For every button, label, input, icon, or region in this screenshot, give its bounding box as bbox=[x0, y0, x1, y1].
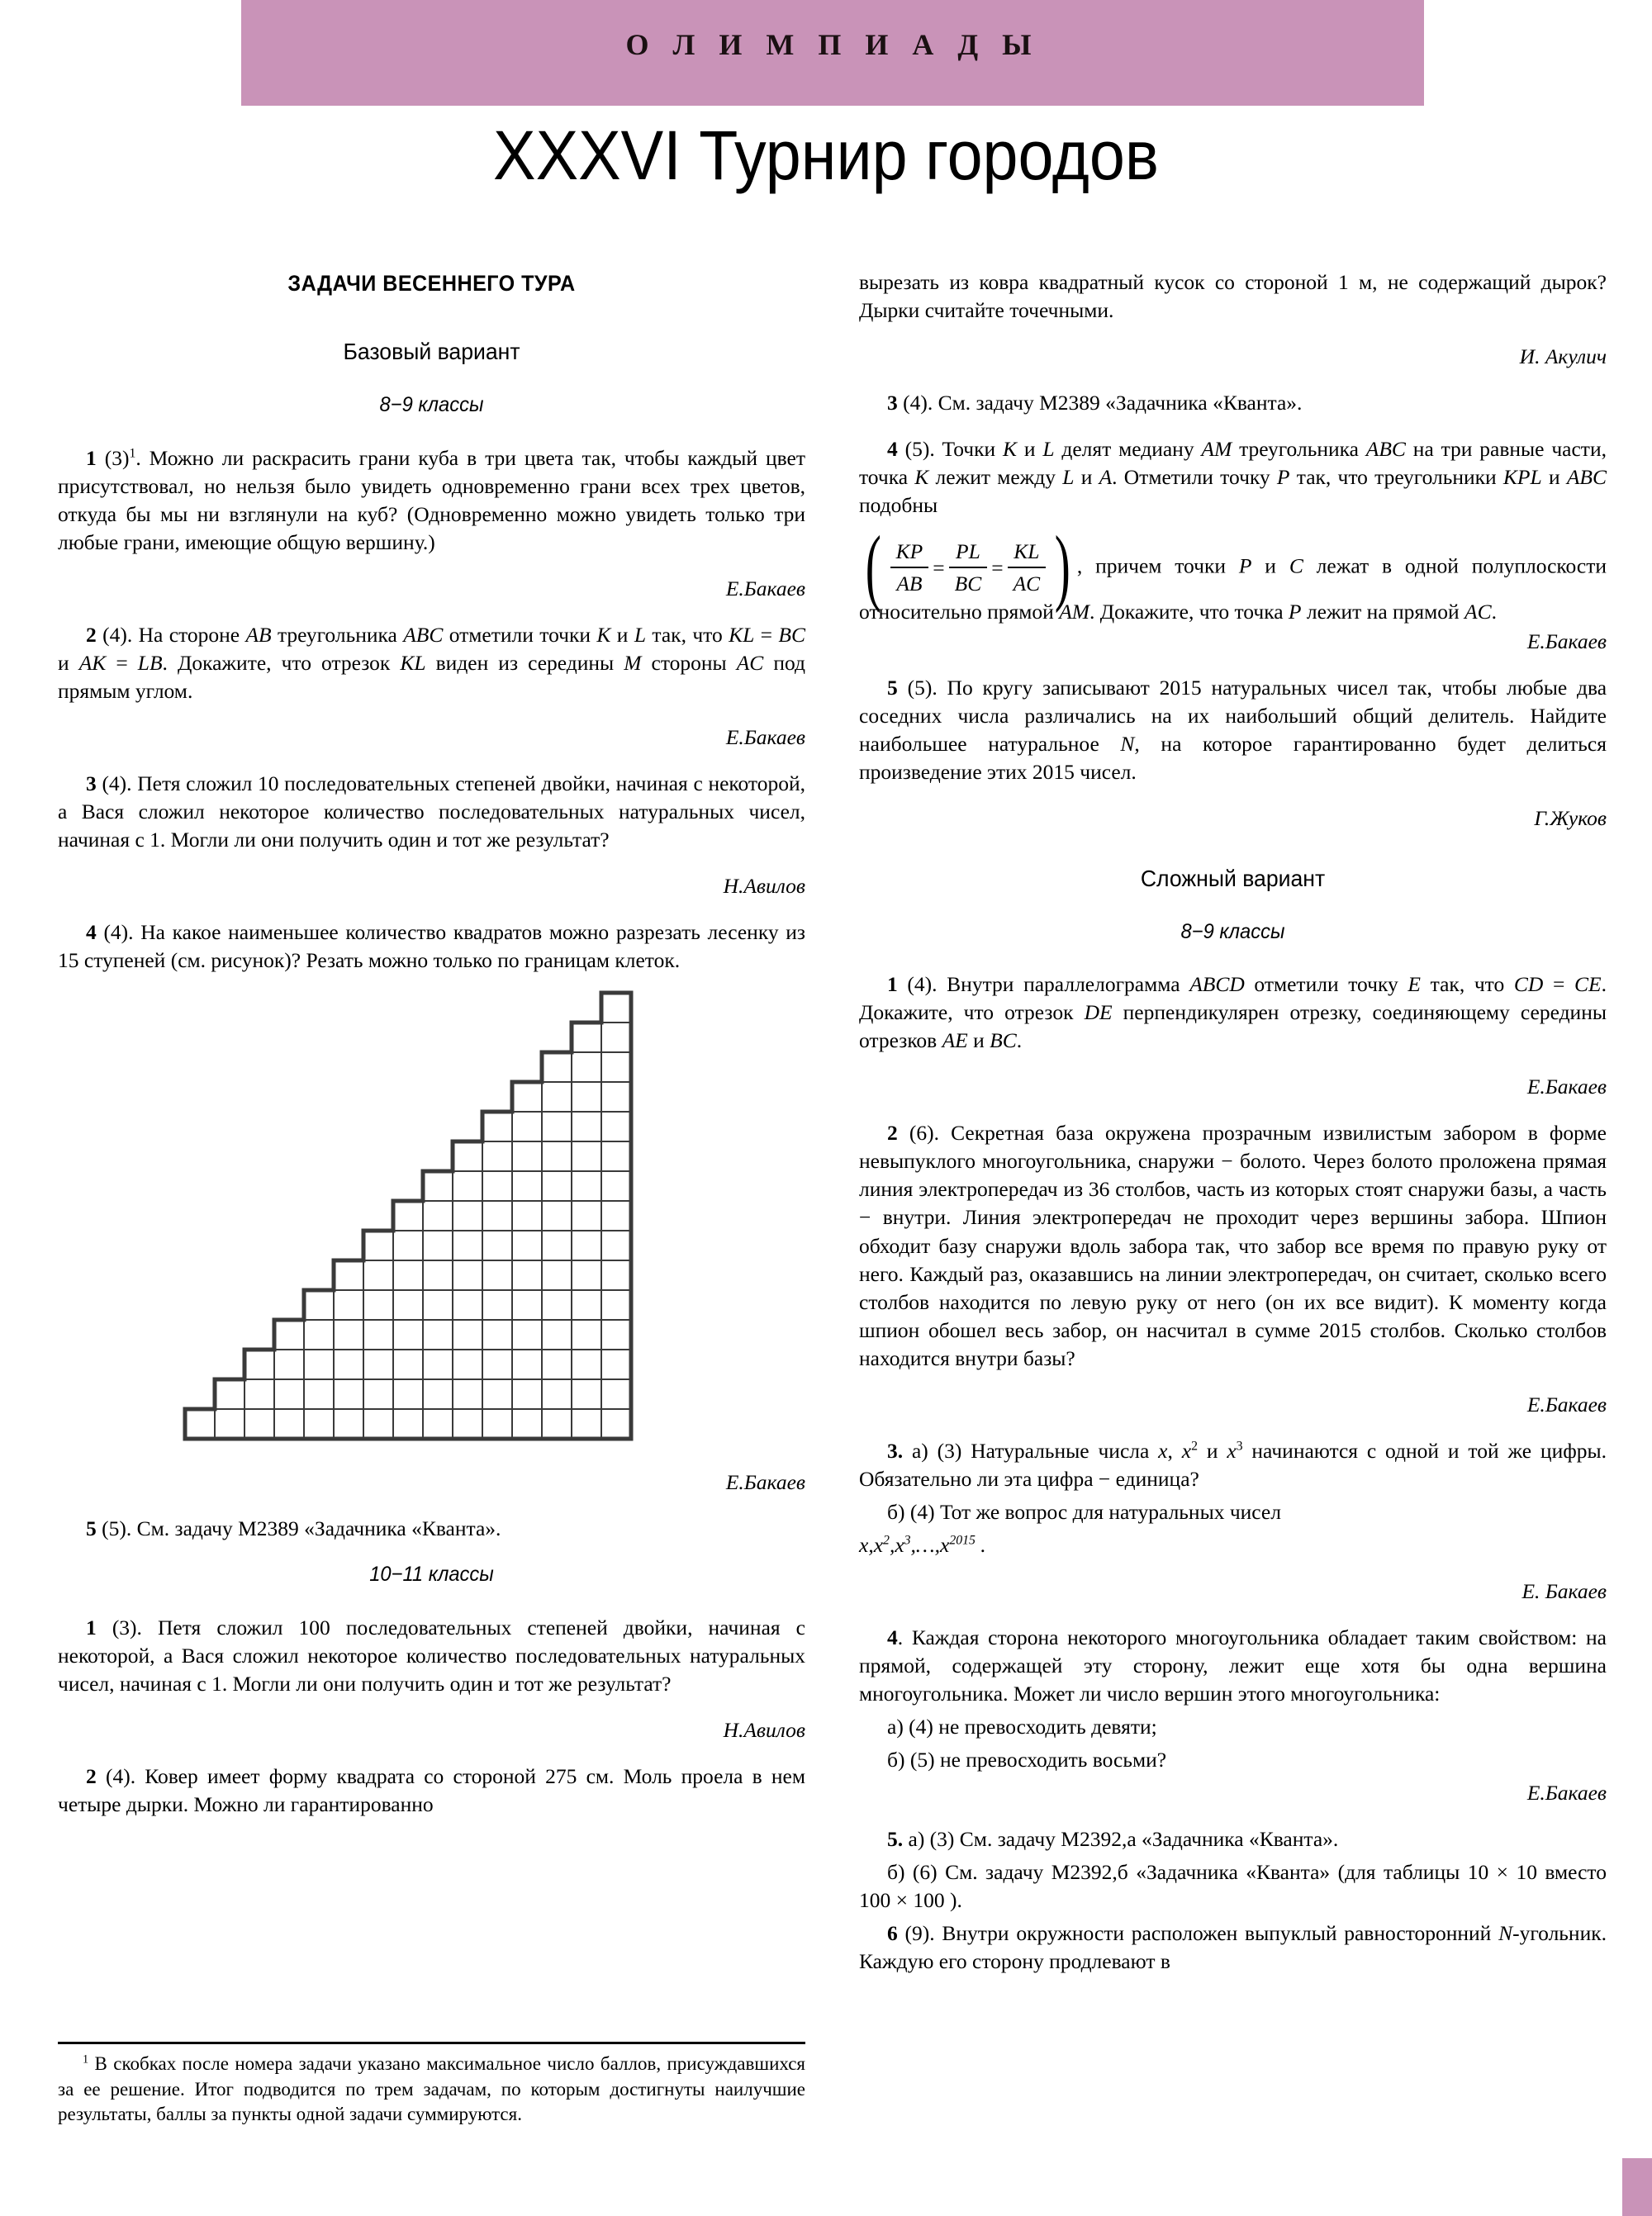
math-var: CE bbox=[1574, 972, 1602, 997]
t: и bbox=[1197, 1438, 1227, 1463]
t: треугольника bbox=[1232, 437, 1366, 462]
math-var: ABC bbox=[403, 622, 444, 647]
t: -угольник. Каждую его сторону продлевают в bbox=[859, 1921, 1607, 1974]
t: . Внутри окружности расположен выпуклый равносторонний bbox=[929, 1921, 1499, 1946]
problem-5 bbox=[58, 1515, 805, 1543]
t: . Внутри параллелограмма bbox=[932, 972, 1190, 997]
subpart-label: а) bbox=[911, 1438, 928, 1463]
adv-problem-6 bbox=[859, 1919, 1607, 1976]
similarity-ratio-formula bbox=[859, 518, 1607, 626]
problem-points: (4) bbox=[103, 920, 129, 945]
problem-body: . См. задачу М2389 «Задачника «Кванта». bbox=[927, 391, 1303, 415]
math-var: AC bbox=[736, 650, 764, 675]
problem-points: (5) bbox=[102, 1516, 126, 1541]
problem-number: 5. bbox=[887, 1827, 904, 1852]
t: ). bbox=[944, 1888, 962, 1913]
t: и bbox=[1251, 553, 1289, 578]
t: вместо bbox=[1536, 1860, 1607, 1885]
math-var: AK bbox=[78, 650, 107, 675]
staircase-figure bbox=[182, 989, 634, 1442]
fraction-kl-ac bbox=[1008, 538, 1047, 598]
t: стороны bbox=[641, 650, 737, 675]
page-corner-tab bbox=[1622, 2158, 1652, 2216]
math-var: AM bbox=[1201, 437, 1232, 462]
t: = bbox=[1543, 972, 1575, 997]
problem-4-senior bbox=[859, 435, 1607, 520]
problem-2-senior-continued bbox=[859, 268, 1607, 325]
t: лежит между bbox=[928, 465, 1063, 490]
problem-number: 2 bbox=[86, 1763, 97, 1788]
problem-body: . На какое наименьшее количество квадратов можно разрезать лесенку из 15 ступеней (см. рисунок)? Резать можно только по границам клеток. bbox=[58, 920, 805, 973]
math-var: x bbox=[1227, 1438, 1237, 1463]
t: делят медиану bbox=[1054, 437, 1202, 462]
problem-points: (4) bbox=[903, 391, 928, 415]
math-var: L bbox=[1062, 465, 1075, 490]
math-var: N bbox=[1120, 732, 1135, 757]
t: . По кругу записывают 2015 натуральных чисел так, чтобы любые два соседних числа различались на их наибольший общий делитель. Найдите наибольшее натуральное bbox=[859, 676, 1607, 757]
t: Тот же вопрос для натуральных чисел bbox=[934, 1499, 1281, 1524]
problem-body: . Петя сложил 100 последовательных степеней двойки, начиная с некоторой, а Вася сложил некоторое количество последовательных натуральных чисел, начиная с 1. Могли ли они получить один и тот же результат? bbox=[58, 1615, 805, 1696]
t: под прямым углом. bbox=[58, 650, 805, 703]
t: и bbox=[1541, 465, 1567, 490]
adv-problem-5b bbox=[859, 1858, 1607, 1915]
problem-5-senior bbox=[859, 674, 1607, 786]
t: и bbox=[1017, 437, 1043, 462]
problem-1-senior bbox=[58, 1614, 805, 1698]
problem-number: 1 bbox=[86, 1615, 97, 1639]
problem-body: . Можно ли раскрасить грани куба в три цвета так, чтобы каждый цвет присутствовал, но нельзя было увидеть одновременно грани всех трех цветов, откуда бы мы ни взглянули на куб? (Одновременно можно увидеть только три любые грани, имеющие общую вершину.) bbox=[58, 445, 805, 554]
math-var: x bbox=[859, 1532, 869, 1557]
fraction-kp-ab bbox=[890, 538, 929, 598]
problem-number: 4 bbox=[887, 437, 898, 462]
t: . Отметили точку bbox=[1112, 465, 1277, 490]
math-var: P bbox=[1238, 553, 1252, 578]
t: , bbox=[1167, 1438, 1182, 1463]
math-var: LB bbox=[137, 650, 163, 675]
problem-number: 3 bbox=[86, 771, 97, 796]
t: начинаются с одной и той же цифры. Обязательно ли эта цифра − единица? bbox=[859, 1438, 1607, 1491]
math-var: AC bbox=[1464, 600, 1492, 624]
subpart-label: б) bbox=[887, 1499, 905, 1524]
denominator: BC bbox=[949, 567, 988, 598]
t: виден из середины bbox=[425, 650, 624, 675]
problem-number: 2 bbox=[86, 622, 97, 647]
fraction-chain bbox=[888, 538, 1049, 598]
grades-heading-8-9: 8−9 классы bbox=[379, 393, 484, 417]
adv-problem-3-sequence: $x,x^2,x^3,\dots,x^{2015}$ . bbox=[859, 1532, 986, 1557]
problem-number: 5 bbox=[86, 1516, 97, 1541]
problem-2 bbox=[58, 621, 805, 705]
left-paren: ( bbox=[865, 518, 881, 614]
t: . Докажите, что отрезок bbox=[859, 972, 1607, 1025]
footnote-ref: 1 bbox=[129, 446, 136, 461]
math-var: BC bbox=[990, 1028, 1017, 1053]
problem-number: 4 bbox=[887, 1625, 898, 1649]
math-var: AE bbox=[942, 1028, 968, 1053]
problem-number: 4 bbox=[86, 920, 97, 945]
problem-author: Н.Авилов bbox=[723, 874, 805, 899]
problem-author: Е.Бакаев bbox=[725, 576, 805, 600]
banner-label: О Л И М П И А Д Ы bbox=[625, 28, 1040, 61]
problem-body: . Каждая сторона некоторого многоугольника обладает таким свойством: на прямой, содержащей эту сторону, лежит еще хотя бы одна вершина многоугольника. Может ли число вершин этого многоугольника: bbox=[859, 1625, 1607, 1706]
adv-problem-4a: а) (4) не превосходить девяти; bbox=[887, 1714, 1157, 1739]
math-var: P bbox=[1276, 465, 1290, 490]
problem-author: Г.Жуков bbox=[1534, 806, 1607, 831]
fraction-pl-bc bbox=[949, 538, 988, 598]
problem-number: 3 bbox=[887, 391, 898, 415]
math-var: L bbox=[634, 622, 647, 647]
problem-author: Е.Бакаев bbox=[1526, 629, 1607, 654]
problem-1 bbox=[58, 444, 805, 557]
problem-body: . См. задачу М2389 «Задачника «Кванта». bbox=[126, 1516, 501, 1541]
problem-points: (4) bbox=[102, 622, 127, 647]
t: лежат в одной полуплоскости относительно прямой bbox=[859, 553, 1607, 624]
math-var: L bbox=[1042, 437, 1055, 462]
problem-number: 3. bbox=[887, 1438, 904, 1463]
math-var: C bbox=[1289, 553, 1303, 578]
problem-points: (6) bbox=[909, 1121, 934, 1146]
right-paren: ) bbox=[1054, 518, 1071, 614]
problem-4 bbox=[58, 918, 805, 975]
section-title: ЗАДАЧИ ВЕСЕННЕГО ТУРА bbox=[287, 271, 576, 296]
t: так, что bbox=[646, 622, 729, 647]
math-var: K bbox=[596, 622, 611, 647]
math-var: KL bbox=[400, 650, 426, 675]
right-column bbox=[859, 268, 1607, 1994]
left-column bbox=[58, 268, 805, 1837]
denominator: AB bbox=[890, 567, 929, 598]
math-var: BC bbox=[778, 622, 806, 647]
t: . Точки bbox=[929, 437, 1003, 462]
math-var: KL bbox=[729, 622, 755, 647]
problem-number: 1 bbox=[887, 972, 898, 997]
problem-3 bbox=[58, 770, 805, 854]
problem-author: Е.Бакаев bbox=[1526, 1075, 1607, 1099]
subpart-a: а) (3) См. задачу М2392,а «Задачника «Кванта». bbox=[908, 1827, 1339, 1852]
problem-2-senior bbox=[58, 1763, 805, 1819]
math-var: ABC bbox=[1566, 465, 1607, 490]
footnote-text: В скобках после номера задачи указано максимальное число баллов, присуждавшихся за ее решение. Итог подводится по трем задачам, по которым достигнуты наилучшие результаты, баллы за пункты одной задачи суммируются. bbox=[58, 2053, 806, 2125]
problem-points: (4) bbox=[907, 972, 933, 997]
exponent: 3 bbox=[1236, 1439, 1243, 1454]
t: и bbox=[1074, 465, 1099, 490]
grades-heading-10-11: 10−11 классы bbox=[369, 1563, 494, 1587]
problem-author: Е.Бакаев bbox=[725, 1470, 805, 1495]
math-var: K bbox=[1003, 437, 1018, 462]
math-var: K bbox=[914, 465, 929, 490]
math-var: A bbox=[1099, 465, 1113, 490]
math-var: x bbox=[1158, 1438, 1168, 1463]
numerator: KL bbox=[1014, 539, 1040, 564]
figure-container bbox=[58, 989, 805, 1465]
problem-author: Н.Авилов bbox=[723, 1717, 805, 1742]
math-var: AM bbox=[1059, 600, 1090, 624]
problem-author: Е.Бакаев bbox=[1526, 1392, 1607, 1416]
t: лежит на прямой bbox=[1301, 600, 1465, 624]
problem-points: (4) bbox=[909, 1499, 935, 1524]
problem-author: Е.Бакаев bbox=[725, 725, 805, 750]
t: треугольника bbox=[271, 622, 404, 647]
problem-author: И. Акулич bbox=[1519, 344, 1607, 369]
equals-sign: = bbox=[933, 555, 945, 580]
math-var: DE bbox=[1084, 1000, 1113, 1025]
problem-points: (4) bbox=[102, 771, 127, 796]
problem-points: (9) bbox=[904, 1921, 930, 1946]
t: . На стороне bbox=[126, 622, 246, 647]
t: , на которое гарантированно будет делиться произведение этих 2015 чисел. bbox=[859, 732, 1607, 785]
adv-problem-4b: б) (5) не превосходить восьми? bbox=[887, 1747, 1167, 1772]
math-var: M bbox=[624, 650, 642, 675]
t: Натуральные числа bbox=[961, 1438, 1159, 1463]
t: и bbox=[967, 1028, 990, 1053]
problem-number: 1 bbox=[86, 445, 97, 470]
adv-problem-3b bbox=[859, 1498, 1607, 1526]
t: так, что bbox=[1421, 972, 1514, 997]
equals-sign: = bbox=[991, 555, 1004, 580]
adv-problem-4 bbox=[859, 1624, 1607, 1708]
grades-heading-8-9-advanced: 8−9 классы bbox=[1180, 919, 1285, 943]
adv-problem-5 bbox=[859, 1825, 1607, 1853]
t: . bbox=[1016, 1028, 1023, 1053]
t: и bbox=[58, 650, 79, 675]
math-var: KPL bbox=[1502, 465, 1542, 490]
problem-points: (5) bbox=[904, 437, 930, 462]
variant-heading-advanced: Сложный вариант bbox=[1140, 865, 1326, 891]
numerator: PL bbox=[956, 539, 980, 564]
problem-points: (5) bbox=[907, 676, 933, 700]
math-var: ABCD bbox=[1189, 972, 1245, 997]
t: подобны bbox=[859, 493, 938, 518]
math-var: ABC bbox=[1365, 437, 1406, 462]
t: . Докажите, что отрезок bbox=[162, 650, 401, 675]
t: . Докажите, что точка bbox=[1089, 600, 1289, 624]
t: б) (6) См. задачу М2392,б «Задачника «Кванта» (для таблицы bbox=[887, 1860, 1468, 1885]
table-size-1: 10 × 10 bbox=[1467, 1860, 1537, 1885]
math-var: P bbox=[1288, 600, 1302, 624]
t: на три равные части, точка bbox=[859, 437, 1607, 490]
math-var: N bbox=[1498, 1921, 1513, 1946]
problem-points: (3) bbox=[104, 445, 130, 470]
page-title: XXXVI Турнир городов bbox=[493, 116, 1159, 194]
problem-number: 5 bbox=[887, 676, 898, 700]
math-var: CD bbox=[1513, 972, 1544, 997]
t: и bbox=[610, 622, 634, 647]
continued-body: вырезать из ковра квадратный кусок со стороной 1 м, не содержащий дырок? Дырки считайте точечными. bbox=[859, 270, 1607, 323]
math-var: AB bbox=[245, 622, 272, 647]
numerator: KP bbox=[895, 539, 923, 564]
table-size-2: 100 × 100 bbox=[859, 1888, 945, 1913]
t: перпендикулярен отрезку, соединяющему середины отрезков bbox=[859, 1000, 1607, 1053]
footnote-marker: 1 bbox=[83, 2052, 89, 2067]
problem-3-senior bbox=[859, 389, 1607, 417]
t: = bbox=[754, 622, 779, 647]
problem-number: 2 bbox=[887, 1121, 898, 1146]
t: , причем точки bbox=[1076, 553, 1239, 578]
footnote bbox=[58, 2042, 805, 2128]
math-var: E bbox=[1408, 972, 1421, 997]
t: так, что треугольники bbox=[1289, 465, 1503, 490]
adv-problem-2 bbox=[859, 1119, 1607, 1372]
olympiad-banner bbox=[241, 0, 1424, 106]
problem-author: Е.Бакаев bbox=[1526, 1781, 1607, 1805]
t: отметили точки bbox=[443, 622, 597, 647]
denominator: AC bbox=[1008, 567, 1047, 598]
problem-points: (3) bbox=[112, 1615, 137, 1639]
variant-heading-basic: Базовый вариант bbox=[343, 339, 520, 365]
problem-body: . Ковер имеет форму квадрата со стороной 275 см. Моль проела в нем четыре дырки. Можно ли гарантированно bbox=[58, 1763, 806, 1816]
exponent: 2 bbox=[1191, 1439, 1198, 1454]
problem-author: Е. Бакаев bbox=[1521, 1578, 1607, 1603]
t: отметили точку bbox=[1244, 972, 1408, 997]
problem-number: 6 bbox=[887, 1921, 898, 1946]
math-var: x bbox=[1181, 1438, 1192, 1463]
problem-points: (3) bbox=[937, 1438, 962, 1463]
problem-body: . Секретная база окружена прозрачным извилистым забором в форме невыпуклого многоугольника, снаружи − болото. Через болото проложена прямая линия электропередач из 36 столбов, часть из которых стоят снаружи базы, а часть − внутри. Линия электропередач не проходит через вершины забора. Шпион обходит базу снаружи вдоль забора так, что забор все время по правую руку от него. Каждый раз, оказавшись на линии электропередач, он считает, сколько всего столбов находится по левую руку от него (он их все видит). К моменту когда шпион обошел весь забор, он насчитал в сумме 2015 столбов. Сколько столбов находится внутри базы? bbox=[859, 1121, 1607, 1370]
problem-body: . Петя сложил 10 последовательных степеней двойки, начиная с некоторой, а Вася сложил некоторое количество последовательных натуральных чисел, начиная с 1. Могли ли они получить один и тот же результат? bbox=[58, 771, 806, 852]
t: = bbox=[106, 650, 138, 675]
footnote-body bbox=[58, 2052, 805, 2128]
adv-problem-3 bbox=[859, 1437, 1607, 1493]
problem-points: (4) bbox=[105, 1763, 131, 1788]
adv-problem-1 bbox=[859, 970, 1607, 1055]
t: . bbox=[1491, 600, 1498, 624]
